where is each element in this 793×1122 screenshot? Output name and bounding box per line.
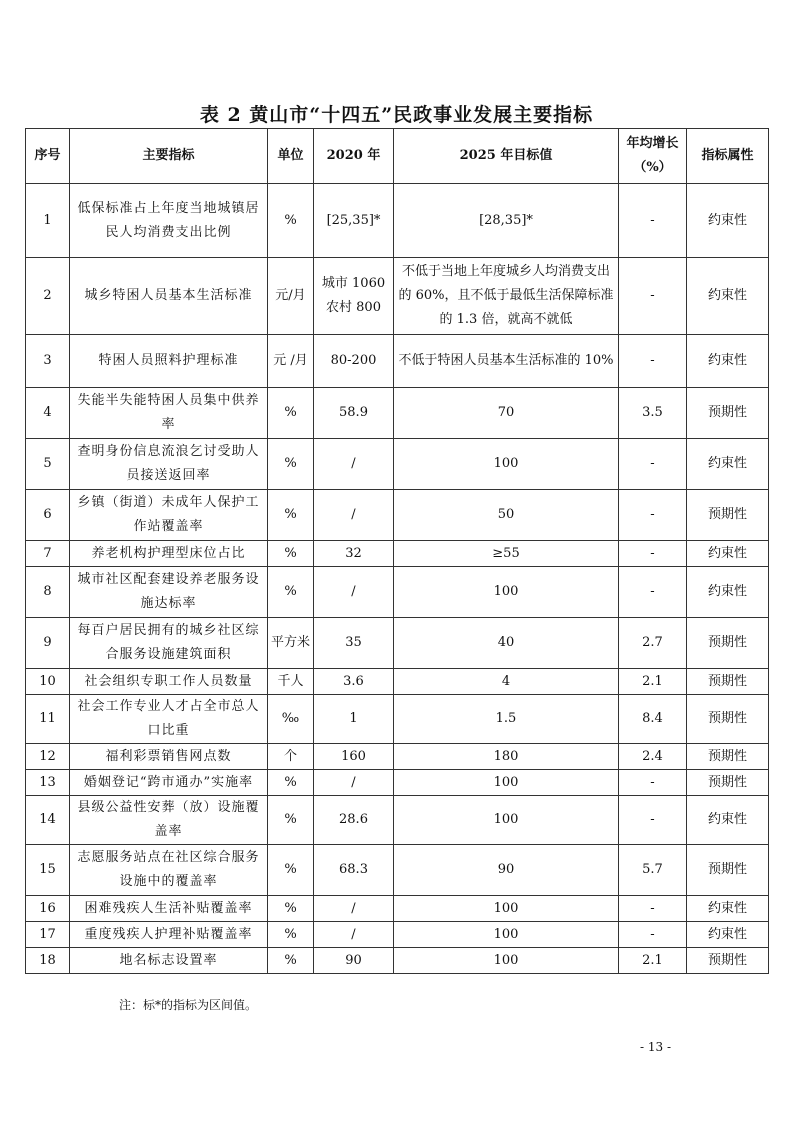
cell-attribute: 预期性 <box>687 388 769 439</box>
cell-no: 10 <box>26 669 70 695</box>
cell-indicator: 困难残疾人生活补贴覆盖率 <box>70 896 268 922</box>
cell-2020: 80-200 <box>314 335 394 388</box>
cell-no: 18 <box>26 948 70 974</box>
cell-growth: 2.7 <box>619 618 687 669</box>
cell-2020: / <box>314 439 394 490</box>
cell-indicator: 乡镇（街道）未成年人保护工作站覆盖率 <box>70 490 268 541</box>
table-row <box>26 258 769 335</box>
cell-no: 17 <box>26 922 70 948</box>
cell-attribute: 约束性 <box>687 335 769 388</box>
cell-no: 9 <box>26 618 70 669</box>
cell-attribute: 约束性 <box>687 258 769 335</box>
cell-2025-target: 100 <box>394 922 619 948</box>
table-row <box>26 567 769 618</box>
cell-indicator: 婚姻登记“跨市通办”实施率 <box>70 770 268 796</box>
cell-attribute: 约束性 <box>687 567 769 618</box>
cell-indicator: 查明身份信息流浪乞讨受助人员接送返回率 <box>70 439 268 490</box>
cell-2020: 32 <box>314 541 394 567</box>
cell-2025-target: 90 <box>394 845 619 896</box>
table-row <box>26 770 769 796</box>
cell-no: 8 <box>26 567 70 618</box>
cell-2025-target: 100 <box>394 796 619 845</box>
cell-indicator: 社会组织专职工作人员数量 <box>70 669 268 695</box>
footnote: 注：标*的指标为区间值。 <box>119 998 258 1012</box>
cell-attribute: 预期性 <box>687 669 769 695</box>
cell-2025-target: 100 <box>394 770 619 796</box>
cell-2025-target: 40 <box>394 618 619 669</box>
table-row <box>26 669 769 695</box>
cell-attribute: 预期性 <box>687 744 769 770</box>
cell-indicator: 城市社区配套建设养老服务设施达标率 <box>70 567 268 618</box>
table-row <box>26 744 769 770</box>
cell-no: 4 <box>26 388 70 439</box>
cell-attribute: 约束性 <box>687 796 769 845</box>
cell-2020: / <box>314 490 394 541</box>
cell-no: 5 <box>26 439 70 490</box>
cell-2020: 3.6 <box>314 669 394 695</box>
cell-2020: 1 <box>314 695 394 744</box>
cell-2020: 58.9 <box>314 388 394 439</box>
cell-growth: 3.5 <box>619 388 687 439</box>
cell-unit: % <box>268 896 314 922</box>
table-row <box>26 922 769 948</box>
cell-2025-target: 70 <box>394 388 619 439</box>
cell-2020: 35 <box>314 618 394 669</box>
cell-growth: - <box>619 184 687 258</box>
header-no: 序号 <box>26 129 70 184</box>
cell-growth: - <box>619 796 687 845</box>
cell-2020: / <box>314 896 394 922</box>
cell-indicator: 社会工作专业人才占全市总人口比重 <box>70 695 268 744</box>
cell-attribute: 预期性 <box>687 490 769 541</box>
cell-2020: [25,35]* <box>314 184 394 258</box>
cell-growth: - <box>619 490 687 541</box>
cell-attribute: 预期性 <box>687 948 769 974</box>
cell-unit: 元 /月 <box>268 335 314 388</box>
cell-unit: % <box>268 490 314 541</box>
cell-2025-target: 100 <box>394 567 619 618</box>
header-growth: 年均增长（%） <box>619 129 687 184</box>
cell-indicator: 县级公益性安葬（放）设施覆盖率 <box>70 796 268 845</box>
table-row <box>26 896 769 922</box>
cell-indicator: 志愿服务站点在社区综合服务设施中的覆盖率 <box>70 845 268 896</box>
cell-no: 7 <box>26 541 70 567</box>
cell-2020: 68.3 <box>314 845 394 896</box>
cell-2025-target: 100 <box>394 948 619 974</box>
cell-no: 2 <box>26 258 70 335</box>
table-row <box>26 695 769 744</box>
indicators-table <box>25 128 769 974</box>
cell-2025-target: [28,35]* <box>394 184 619 258</box>
cell-2025-target: 不低于特困人员基本生活标准的 10% <box>394 335 619 388</box>
cell-2020: 90 <box>314 948 394 974</box>
cell-growth: 8.4 <box>619 695 687 744</box>
cell-attribute: 约束性 <box>687 184 769 258</box>
cell-indicator: 城乡特困人员基本生活标准 <box>70 258 268 335</box>
header-unit: 单位 <box>268 129 314 184</box>
cell-growth: - <box>619 922 687 948</box>
cell-no: 11 <box>26 695 70 744</box>
cell-growth: - <box>619 770 687 796</box>
cell-no: 16 <box>26 896 70 922</box>
cell-unit: % <box>268 845 314 896</box>
cell-attribute: 约束性 <box>687 439 769 490</box>
cell-unit: % <box>268 796 314 845</box>
cell-growth: 2.1 <box>619 669 687 695</box>
cell-2025-target: ≥55 <box>394 541 619 567</box>
cell-no: 15 <box>26 845 70 896</box>
table-row <box>26 439 769 490</box>
cell-no: 6 <box>26 490 70 541</box>
cell-no: 13 <box>26 770 70 796</box>
cell-unit: 个 <box>268 744 314 770</box>
cell-no: 12 <box>26 744 70 770</box>
header-2025-target: 2025 年目标值 <box>394 129 619 184</box>
cell-2025-target: 100 <box>394 439 619 490</box>
cell-indicator: 地名标志设置率 <box>70 948 268 974</box>
table-row <box>26 184 769 258</box>
header-attribute: 指标属性 <box>687 129 769 184</box>
cell-growth: 2.1 <box>619 948 687 974</box>
cell-2025-target: 1.5 <box>394 695 619 744</box>
cell-unit: ‰ <box>268 695 314 744</box>
cell-growth: - <box>619 541 687 567</box>
cell-unit: 元/月 <box>268 258 314 335</box>
table-row <box>26 845 769 896</box>
cell-2025-target: 50 <box>394 490 619 541</box>
cell-unit: % <box>268 388 314 439</box>
cell-2020: 城市 1060 农村 800 <box>314 258 394 335</box>
cell-unit: 平方米 <box>268 618 314 669</box>
cell-2020: / <box>314 567 394 618</box>
cell-attribute: 预期性 <box>687 618 769 669</box>
cell-unit: % <box>268 922 314 948</box>
cell-unit: % <box>268 184 314 258</box>
header-row <box>26 129 769 184</box>
page-number: - 13 - <box>640 1040 672 1054</box>
cell-indicator: 福利彩票销售网点数 <box>70 744 268 770</box>
cell-growth: - <box>619 439 687 490</box>
table-row <box>26 490 769 541</box>
cell-growth: 2.4 <box>619 744 687 770</box>
cell-growth: - <box>619 335 687 388</box>
header-2020: 2020 年 <box>314 129 394 184</box>
cell-no: 3 <box>26 335 70 388</box>
cell-2025-target: 100 <box>394 896 619 922</box>
cell-growth: - <box>619 567 687 618</box>
cell-2020: 160 <box>314 744 394 770</box>
cell-unit: % <box>268 770 314 796</box>
cell-2020: 28.6 <box>314 796 394 845</box>
cell-2025-target: 不低于当地上年度城乡人均消费支出的 60%，且不低于最低生活保障标准的 1.3 倍，就高不就低 <box>394 258 619 335</box>
cell-attribute: 约束性 <box>687 922 769 948</box>
table-row <box>26 335 769 388</box>
cell-growth: 5.7 <box>619 845 687 896</box>
header-indicator: 主要指标 <box>70 129 268 184</box>
table-row <box>26 948 769 974</box>
cell-growth: - <box>619 258 687 335</box>
cell-2020: / <box>314 922 394 948</box>
cell-attribute: 预期性 <box>687 845 769 896</box>
cell-2025-target: 180 <box>394 744 619 770</box>
cell-unit: % <box>268 948 314 974</box>
cell-attribute: 约束性 <box>687 896 769 922</box>
cell-attribute: 约束性 <box>687 541 769 567</box>
cell-attribute: 预期性 <box>687 695 769 744</box>
cell-indicator: 每百户居民拥有的城乡社区综合服务设施建筑面积 <box>70 618 268 669</box>
cell-indicator: 失能半失能特困人员集中供养率 <box>70 388 268 439</box>
cell-growth: - <box>619 896 687 922</box>
cell-unit: % <box>268 567 314 618</box>
cell-attribute: 预期性 <box>687 770 769 796</box>
cell-unit: % <box>268 541 314 567</box>
table-row <box>26 541 769 567</box>
table-row <box>26 796 769 845</box>
cell-2020: / <box>314 770 394 796</box>
table-row <box>26 388 769 439</box>
cell-indicator: 养老机构护理型床位占比 <box>70 541 268 567</box>
cell-unit: % <box>268 439 314 490</box>
cell-unit: 千人 <box>268 669 314 695</box>
page-title: 表 2 黄山市“十四五”民政事业发展主要指标 <box>199 104 594 126</box>
table-row <box>26 618 769 669</box>
cell-indicator: 特困人员照料护理标准 <box>70 335 268 388</box>
cell-2025-target: 4 <box>394 669 619 695</box>
cell-no: 1 <box>26 184 70 258</box>
cell-indicator: 重度残疾人护理补贴覆盖率 <box>70 922 268 948</box>
cell-indicator: 低保标准占上年度当地城镇居民人均消费支出比例 <box>70 184 268 258</box>
cell-no: 14 <box>26 796 70 845</box>
